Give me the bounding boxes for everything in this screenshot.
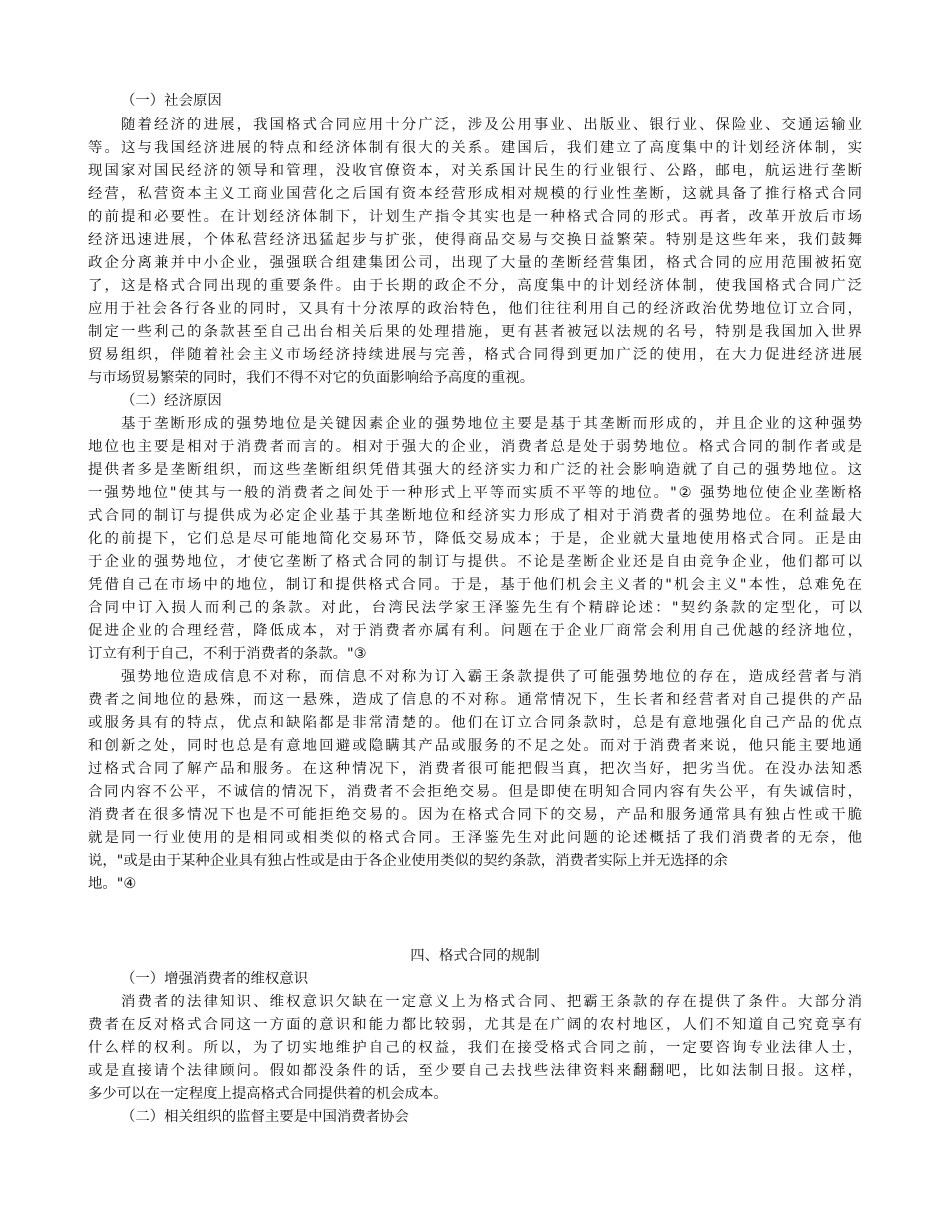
section-heading: （一）增强消费者的维权意识 [121,971,309,987]
paragraph-line: 的前提和必要性。在计划经济体制下，计划生产指令其实也是一种格式合同的形式。再者，改革开放后市场 [88,209,862,225]
paragraph-line: 促进企业的合理经营，降低成本，对于消费者亦属有利。问题在于企业厂商常会利用自己优越的经济地位， [88,623,862,639]
paragraph-line: 等。这与我国经济进展的特点和经济体制有很大的关系。建国后，我们建立了高度集中的计划经济体制，实 [88,140,862,156]
paragraph-line: 什么样的权利。所以，为了切实地维护自己的权益，我们在接受格式合同之前，一定要咨询专业法律人士， [88,1040,862,1056]
paragraph-line: 订立有利于自己，不利于消费者的条款。"③ [88,646,367,662]
paragraph-line: 贸易组织，伴随着社会主义市场经济持续进展与完善，格式合同得到更加广泛的使用，在大力促进经济进展 [88,347,862,363]
paragraph-line: 经营，私营资本主义工商业国营化之后国有资本经营形成相对规模的行业性垄断，这就具备了推行格式合同 [88,186,862,202]
paragraph-line: 凭借自己在市场中的地位，制订和提供格式合同。于是，基于他们机会主义者的"机会主义"本性，总难免在 [88,577,862,593]
paragraph-line: 合同内容不公平，不诚信的情况下，消费者不会拒绝交易。但是即使在明知合同内容有失公平，有失诚信时， [88,784,862,800]
section-heading: （一）社会原因 [121,93,222,109]
paragraph-line: 地位也主要是相对于消费者而言的。相对于强大的企业，消费者总是处于弱势地位。格式合同的制作者或是 [88,439,862,455]
paragraph-line: 费者之间地位的悬殊，而这一悬殊，造成了信息的不对称。通常情况下，生长者和经营者对自己提供的产品 [88,692,862,708]
section-heading: （二）相关组织的监督主要是中国消费者协会 [121,1109,409,1125]
paragraph-line: 消费者在很多情况下也是不可能拒绝交易的。因为在格式合同下的交易，产品和服务通常具有独占性或干脆 [88,807,862,823]
paragraph-line: 或服务具有的特点，优点和缺陷都是非常清楚的。他们在订立合同条款时，总是有意地强化自己产品的优点 [88,715,862,731]
paragraph-line: 费者在反对格式合同这一方面的意识和能力都比较弱，尤其是在广阔的农村地区，人们不知道自己究竟享有 [88,1017,862,1033]
paragraph-line: 经济迅速进展，个体私营经济迅猛起步与扩张，使得商品交易与交换日益繁荣。特别是这些年来，我们鼓舞 [88,232,862,248]
paragraph-line: 应用于社会各行各业的同时，又具有十分浓厚的政治特色，他们往往利用自己的经济政治优势地位订立合同， [88,301,862,317]
paragraph-line: 于企业的强势地位，才使它垄断了格式合同的制订与提供。不论是垄断企业还是自由竞争企业，他们都可以 [88,554,862,570]
paragraph-line: 地。"④ [88,876,137,892]
paragraph-line: 政企分离兼并中小企业，强强联合组建集团公司，出现了大量的垄断经营集团，格式合同的应用范围被拓宽 [88,255,862,271]
paragraph-line: 或是直接请个法律顾问。假如都没条件的话，至少要自己去找些法律资料来翻翻吧，比如法制日报。这样， [88,1063,862,1079]
paragraph-line: 一强势地位"使其与一般的消费者之间处于一种形式上平等而实质不平等的地位。"② 强势地位使企业垄断格 [88,485,862,501]
paragraph-line: 提供者多是垄断组织，而这些垄断组织凭借其强大的经济实力和广泛的社会影响造就了自己的强势地位。这 [88,462,862,478]
paragraph-line: 基于垄断形成的强势地位是关键因素企业的强势地位主要是基于其垄断而形成的，并且企业的这种强势 [121,416,862,432]
paragraph-line: 消费者的法律知识、维权意识欠缺在一定意义上为格式合同、把霸王条款的存在提供了条件。大部分消 [121,994,862,1010]
paragraph-line: 多少可以在一定程度上提高格式合同提供着的机会成本。 [88,1086,448,1102]
paragraph-line: 说，"或是由于某种企业具有独占性或是由于各企业使用类似的契约条款，消费者实际上并无选择的余 [88,853,728,869]
paragraph-line: 式合同的制订与提供成为必定企业基于其垄断地位和经济实力形成了相对于消费者的强势地位。在利益最大 [88,508,862,524]
paragraph-line: 和创新之处，同时也总是有意地回避或隐瞒其产品或服务的不足之处。而对于消费者来说，他只能主要地通 [88,738,862,754]
paragraph-line: 合同中订入损人而利己的条款。对此，台湾民法学家王泽鉴先生有个精辟论述："契约条款的定型化，可以 [88,600,862,616]
paragraph-line: 现国家对国民经济的领导和管理，没收官僚资本，对关系国计民生的行业银行、公路，邮电，航运进行垄断 [88,163,862,179]
chapter-title: 四、格式合同的规制 [410,948,540,964]
paragraph-line: 过格式合同了解产品和服务。在这种情况下，消费者很可能把假当真，把次当好，把劣当优。在没办法知悉 [88,761,862,777]
paragraph-line: 就是同一行业使用的是相同或相类似的格式合同。王泽鉴先生对此问题的论述概括了我们消费者的无奈，他 [88,830,862,846]
paragraph-line: 了，这是格式合同出现的重要条件。由于长期的政企不分，高度集中的计划经济体制，使我国格式合同广泛 [88,278,862,294]
paragraph-line: 制定一些利己的条款甚至自己出台相关后果的处理措施，更有甚者被冠以法规的名号，特别是我国加入世界 [88,324,862,340]
paragraph-line: 强势地位造成信息不对称，而信息不对称为订入霸王条款提供了可能强势地位的存在，造成经营者与消 [121,669,862,685]
paragraph-line: 与市场贸易繁荣的同时，我们不得不对它的负面影响给予高度的重视。 [88,370,535,386]
section-heading: （二）经济原因 [121,393,222,409]
paragraph-line: 化的前提下，它们总是尽可能地简化交易环节，降低交易成本；于是，企业就大量地使用格式合同。正是由 [88,531,862,547]
paragraph-line: 随着经济的进展，我国格式合同应用十分广泛，涉及公用事业、出版业、银行业、保险业、交通运输业 [121,117,862,133]
